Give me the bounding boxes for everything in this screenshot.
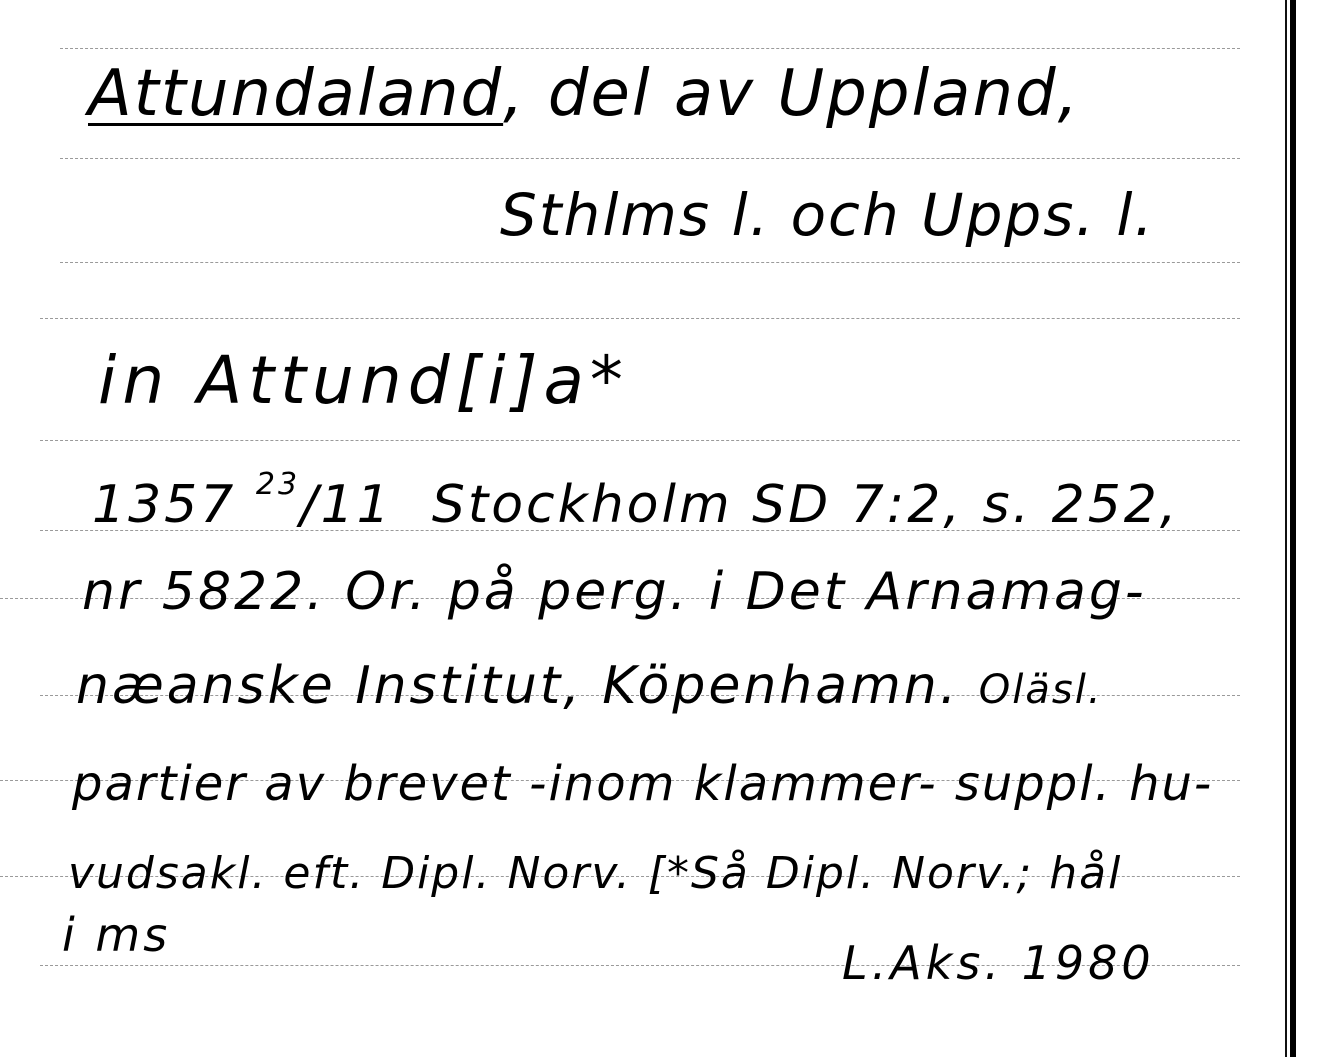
entry-year: 1357: [92, 475, 237, 535]
card-heading: [88, 57, 1080, 131]
attested-form: in Attund[i]a*: [98, 342, 629, 419]
card-rule: [60, 158, 1240, 159]
card-rule: [40, 440, 1240, 441]
card-edge-line: [1285, 0, 1287, 1057]
entry-line-1: [92, 467, 1180, 535]
entry-line-6: i ms: [62, 908, 171, 962]
card-rule: [40, 318, 1240, 319]
entry-date-month: /11: [300, 475, 393, 535]
entry-line-5: [68, 848, 1123, 899]
headword: Attundaland: [88, 57, 504, 131]
entry-note-start: Oläsl.: [978, 667, 1103, 713]
entry-line-4: partier av brevet -inom klammer- suppl. hu-: [72, 756, 1214, 812]
entry-footnote: Så Dipl. Norv.; hål: [690, 848, 1123, 899]
entry-line-3: [76, 656, 1103, 716]
entry-edition: vudsakl. eft. Dipl. Norv.: [68, 848, 632, 899]
card-subheading: Sthlms l. och Upps. l.: [500, 181, 1155, 249]
entry-archive: næanske Institut, Köpenhamn.: [76, 656, 960, 716]
signature: L.Aks. 1980: [842, 936, 1155, 990]
entry-date-day: 23: [255, 467, 301, 502]
entry-line-2: nr 5822. Or. på perg. i Det Arnamag-: [82, 562, 1147, 622]
card-edge: [1290, 0, 1296, 1057]
card-rule: [60, 262, 1240, 263]
entry-source: Stockholm SD 7:2, s. 252,: [431, 475, 1180, 535]
entry-footnote-mark: [*: [647, 848, 691, 899]
card-rule: [60, 48, 1240, 49]
headword-description: , del av Uppland,: [503, 57, 1080, 131]
